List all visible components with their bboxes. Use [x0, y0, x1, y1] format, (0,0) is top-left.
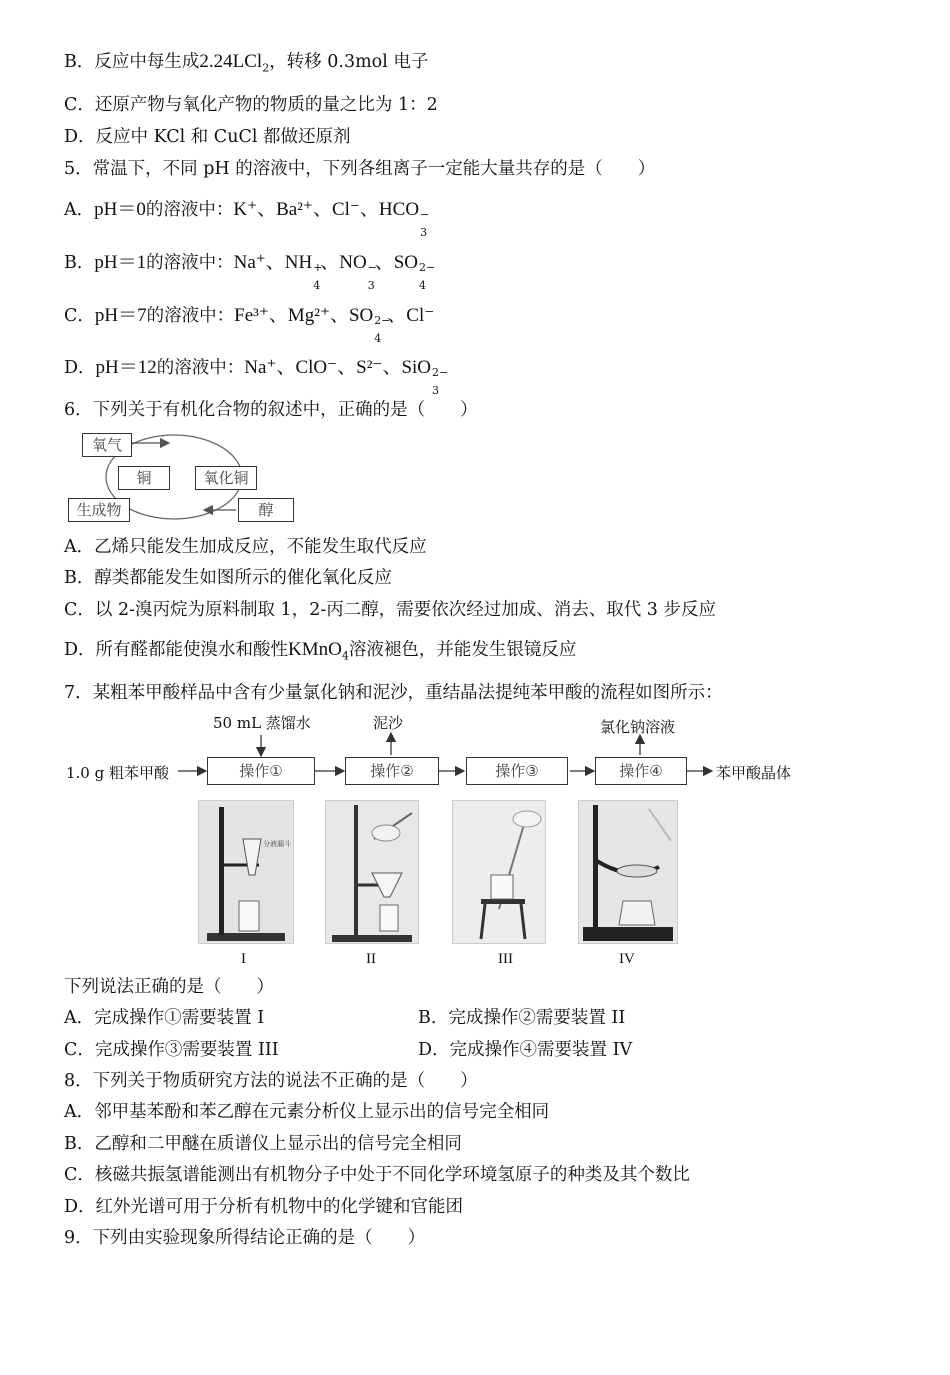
flow-output: 苯甲酸晶体 [716, 764, 792, 782]
q6-option-b: B．醇类都能发生如图所示的催化氧化反应 [64, 568, 392, 588]
q8-option-b: B．乙醇和二甲醚在质谱仪上显示出的信号完全相同 [64, 1134, 462, 1154]
q9-stem: 9．下列由实验现象所得结论正确的是（ ） [64, 1228, 426, 1248]
apparatus-1-photo [198, 800, 294, 944]
q4-b-amount: 2.24L [199, 51, 245, 72]
flow-water-label: 50 mL 蒸馏水 [213, 714, 311, 732]
q5-b-ions1: Na⁺、NH [233, 252, 313, 273]
q5-a-ph: pH＝0 [94, 199, 146, 220]
q5-c-ions1: Fe³⁺、Mg²⁺、SO [234, 305, 374, 326]
q5-b-sup2: − [367, 261, 377, 274]
q8-stem: 8．下列关于物质研究方法的说法不正确的是（ ） [64, 1071, 478, 1091]
q6-option-c: C．以 2-溴丙烷为原料制取 1，2-丙二醇，需要依次经过加成、消去、取代 3 步反应 [64, 600, 717, 620]
q5-b-sup1: + [313, 261, 323, 274]
oxygen-box: 氧气 [82, 433, 132, 457]
q5-b-label: B． [64, 253, 95, 273]
q5-c-ph: pH＝7 [94, 305, 147, 326]
apparatus-2-label: II [366, 951, 376, 967]
q6-option-d [64, 638, 576, 669]
op4-box: 操作④ [595, 757, 687, 785]
q4-b-subscript: 2 [262, 61, 270, 75]
flow-sand-label: 泥沙 [373, 714, 404, 732]
q6-option-a: A．乙烯只能发生加成反应，不能发生取代反应 [64, 537, 427, 557]
q5-d-ph: pH＝12 [95, 357, 157, 378]
apparatus-1-label: I [241, 951, 246, 967]
q4-option-c: C．还原产物与氧化产物的物质的量之比为 1：2 [64, 95, 438, 115]
apparatus-4-photo [578, 800, 678, 944]
q5-b-ions3: 、SO [374, 252, 418, 273]
q5-b-ions2: 、NO [320, 252, 367, 273]
q5-d-sub1: 3 [432, 384, 440, 397]
q6-d-subscript: 4 [341, 649, 349, 663]
q7-stem: 7．某粗苯甲酸样品中含有少量氯化钠和泥沙，重结晶法提纯苯甲酸的流程如图所示： [64, 683, 723, 703]
q5-b-sub2: 3 [367, 279, 375, 292]
q5-b-mid: 的溶液中： [146, 253, 234, 273]
q8-option-c: C．核磁共振氢谱能测出有机物分子中处于不同化学环境氢原子的种类及其个数比 [64, 1165, 690, 1185]
op3-box: 操作③ [466, 757, 568, 785]
separatory-funnel-setup-icon [199, 801, 293, 943]
q6-d-prefix: D．所有醛都能使溴水和酸性 [64, 640, 289, 660]
funnel-label: 分液漏斗 [263, 840, 291, 848]
q5-a-ions: K⁺、Ba²⁺、Cl⁻、HCO [233, 199, 420, 220]
q5-d-ions1: Na⁺、ClO⁻、S²⁻、SiO [244, 357, 432, 378]
alcohol-box: 醇 [238, 498, 294, 522]
copper-oxide-box: 氧化铜 [195, 466, 257, 490]
q5-d-mid: 的溶液中： [156, 358, 245, 378]
q5-c-sup1: 2− [374, 314, 391, 327]
q4-option-d: D．反应中 KCl 和 CuCl 都做还原剂 [64, 127, 351, 147]
q5-d-sup1: 2− [432, 366, 449, 379]
q6-stem: 6．下列关于有机化合物的叙述中，正确的是（ ） [64, 400, 478, 420]
q5-c-mid: 的溶液中： [146, 306, 235, 326]
q7-option-a: A．完成操作①需要装置 I [64, 1008, 265, 1028]
q6-d-suffix: 溶液褪色，并能发生银镜反应 [348, 640, 577, 660]
q5-b-ph: pH＝1 [94, 252, 147, 273]
q5-option-d [64, 356, 449, 397]
q8-option-a: A．邻甲基苯酚和苯乙醇在元素分析仪上显示出的信号完全相同 [64, 1102, 550, 1122]
q5-a-mid: 的溶液中： [145, 200, 234, 220]
q5-b-sup3: 2− [419, 261, 436, 274]
q4-option-b [64, 50, 428, 81]
copper-box: 铜 [118, 466, 170, 490]
q5-c-ions2: 、Cl⁻ [387, 305, 435, 326]
q5-d-label: D． [64, 358, 96, 378]
q5-c-label: C． [64, 306, 95, 326]
evaporation-setup-icon [579, 801, 677, 943]
q4-b-suffix: ，转移 0.3mol 电子 [269, 52, 429, 72]
apparatus-4-label: IV [619, 951, 635, 967]
apparatus-2-photo [325, 800, 419, 944]
q5-option-c [64, 304, 435, 345]
apparatus-3-label: III [498, 951, 513, 967]
q4-b-cl: Cl [244, 51, 263, 72]
op2-box: 操作② [345, 757, 439, 785]
apparatus-3-photo [452, 800, 546, 944]
q4-b-prefix: B．反应中每生成 [64, 52, 200, 72]
q6-d-kmno: KMnO [288, 639, 342, 660]
q5-a-sub: 3 [420, 226, 428, 239]
purification-flowchart [60, 705, 820, 795]
op1-box: 操作① [207, 757, 315, 785]
q5-option-b [64, 251, 436, 292]
q5-a-sup: − [420, 208, 430, 221]
q5-option-a [64, 198, 430, 239]
q5-b-sub1: 4 [313, 279, 321, 292]
q5-b-sub3: 4 [419, 279, 426, 292]
stirring-setup-icon [453, 801, 545, 943]
q5-stem: 5．常温下，不同 pH 的溶液中，下列各组离子一定能大量共存的是（ ） [64, 159, 656, 179]
q5-c-sub1: 4 [374, 332, 382, 345]
q7-option-b: B．完成操作②需要装置 II [418, 1008, 626, 1028]
q7-question: 下列说法正确的是（ ） [64, 977, 274, 997]
flow-nacl-label: 氯化钠溶液 [600, 718, 676, 736]
flow-input: 1.0 g 粗苯甲酸 [66, 764, 169, 782]
q5-a-label: A． [64, 200, 95, 220]
filtration-setup-icon [326, 801, 418, 943]
q7-option-d: D．完成操作④需要装置 IV [418, 1040, 633, 1060]
q7-option-c: C．完成操作③需要装置 III [64, 1040, 279, 1060]
product-box: 生成物 [68, 498, 130, 522]
q8-option-d: D．红外光谱可用于分析有机物中的化学键和官能团 [64, 1197, 464, 1217]
